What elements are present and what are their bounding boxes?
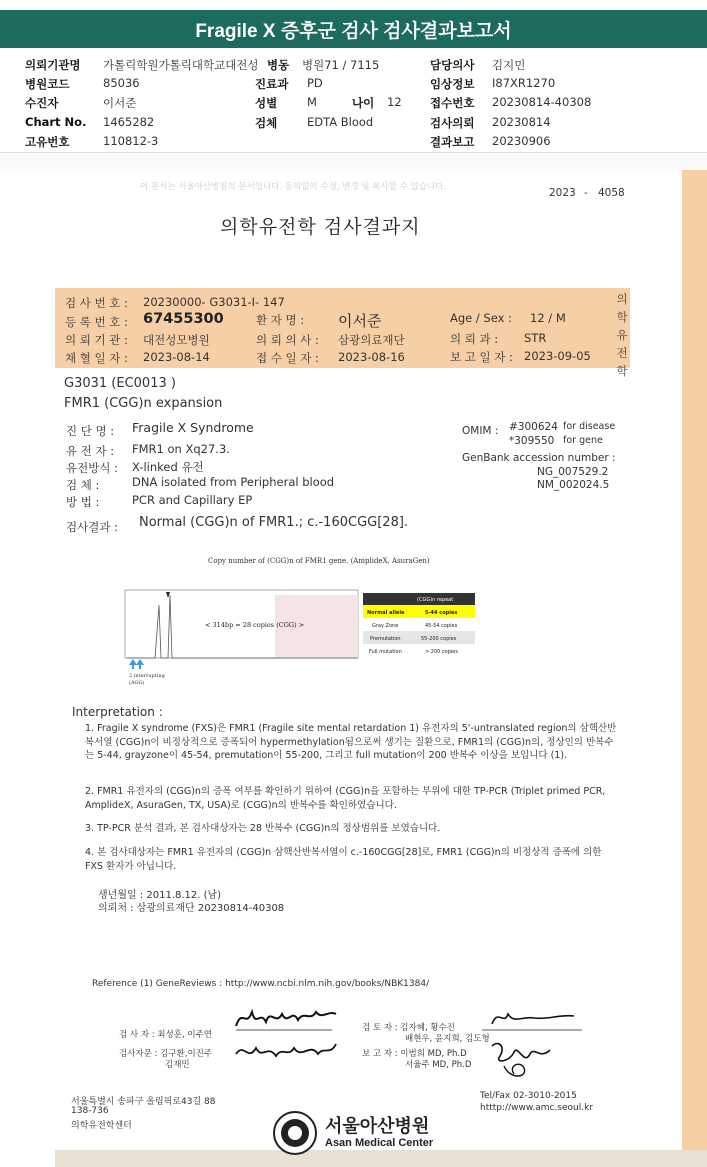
sex-label: 성별 (255, 96, 278, 110)
specimen-detail-label: 검 체 : (66, 478, 100, 492)
result-report-value: 20230906 (492, 134, 551, 148)
doc-dash: - (584, 187, 588, 199)
electropherogram (115, 555, 475, 695)
collect-date-label: 채 혈 일 자 : (65, 351, 128, 365)
age-sex: 12 / M (530, 311, 566, 325)
reception-label: 접수번호 (430, 96, 475, 110)
interpretation-title: Interpretation : (72, 705, 163, 719)
age-sex-label: Age / Sex : (450, 311, 512, 325)
exam-no-label: 검 사 번 호 : (65, 296, 128, 310)
section-divider (0, 152, 707, 169)
chart-size-label: < 314bp = 28 copies (CGG) > (205, 621, 305, 629)
omim-disease-note: for disease (563, 421, 616, 432)
report-date-label: 보 고 일 자 : (450, 350, 513, 364)
examiner: 검 사 자 : 최성훈, 이주연 (119, 1030, 212, 1040)
doc-number: 4058 (598, 187, 625, 199)
doctor-label: 담당의사 (430, 58, 475, 72)
omim-gene-note: for gene (563, 435, 603, 446)
gene: FMR1 on Xq27.3. (132, 442, 230, 456)
exam-advisor: 검사자문 : 김구환,이진주 (119, 1049, 213, 1059)
interp-item-4: 4. 본 검사대상자는 FMR1 유전자의 (CGG)n 삼핵산반복서열이 c.-160CGG[28]로, FMR1 (CGG)n의 비정상적 증폭에 의한 FXS 환자가 아닙니다. (85, 847, 602, 872)
reporter: 보 고 자 : 이범희 MD, Ph.D (362, 1049, 467, 1059)
interp-item-1: 1. Fragile X syndrome (FXS)은 FMR1 (Fragile site mental retardation 1) 유전자의 5'-untranslated region의 삼핵산반복서열 (CGG)n이 비정상적으로 증폭되어 hypermethylation됨으로써 생기는 질환으로, FMR1의 (CGG)n의, 정상인의 반복수는 5-44, grayzone이 45-54, premutation이 55-200, 그리고 full mutation이 200 반복수 이상을 보입니다 (1). (85, 723, 617, 761)
report-date: 2023-09-05 (524, 349, 591, 363)
department-value: PD (307, 76, 323, 90)
chart-no-value: 1465282 (103, 115, 155, 129)
clinical-info-label: 임상정보 (430, 77, 475, 91)
report-header-info (0, 52, 707, 150)
interrupt-label-2: (AGG) (129, 680, 145, 686)
genbank-nm: NM_002024.5 (537, 479, 610, 491)
inheritance-label: 유전방식 : (66, 461, 118, 475)
address-line-2: 138-736 (71, 1106, 109, 1116)
agg-arrow-2 (136, 659, 144, 665)
tel-fax: Tel/Fax 02-3010-2015 (480, 1091, 577, 1101)
table-row-value: 45-54 copies (425, 623, 458, 629)
req-inst: 대전성모병원 (143, 333, 210, 347)
omim-label: OMIM : (462, 425, 499, 437)
receive-date-label: 접 수 일 자 : (256, 351, 319, 365)
hospital-label: 의뢰기관명 (25, 58, 81, 72)
hospital-code-value: 85036 (103, 76, 140, 90)
doc-year: 2023 (549, 187, 576, 199)
collect-date: 2023-08-14 (143, 350, 210, 364)
age-label: 나이 (352, 96, 375, 110)
patient-label: 수진자 (25, 96, 59, 110)
document-edge-right (682, 170, 707, 1167)
reporter-2: 서율주 MD, Ph.D (405, 1060, 472, 1070)
specimen-label: 검체 (255, 116, 278, 130)
address-line-1: 서울특별시 송파구 올림픽로43길 88 (71, 1097, 216, 1107)
req-dept: STR (524, 331, 547, 345)
inheritance: X-linked 유전 (132, 460, 204, 474)
request-value: 20230814 (492, 115, 551, 129)
reviewer: 검 토 자 : 김자혜, 황수진 (362, 1023, 455, 1033)
genbank-label: GenBank accession number : (462, 452, 616, 464)
method: PCR and Capillary EP (132, 493, 253, 507)
method-label: 방 법 : (66, 495, 100, 509)
specimen-value: EDTA Blood (307, 115, 374, 129)
department-label: 진료과 (255, 77, 289, 91)
test-code: G3031 (EC0013 ) (64, 376, 176, 391)
patient-name-label: 환 자 명 : (256, 313, 305, 327)
asan-foundation-seal-icon (272, 1110, 318, 1156)
sex-value: M (307, 95, 317, 109)
clinical-info-value: I87XR1270 (492, 76, 556, 90)
interp-item-2: 2. FMR1 유전자의 (CGG)n의 증폭 여부를 확인하기 위하여 (CGG)n을 포함하는 부위에 대한 TP-PCR (Triplet primed PCR, AmplideX, AsuraGen, TX, USA)로 (CGG)n의 반복수를 확인하였습니다. (85, 786, 606, 811)
examiner-signature (232, 1000, 342, 1034)
birth-date: 생년월일 : 2011.8.12. (남) (98, 890, 222, 901)
document-edge-bottom (55, 1150, 707, 1167)
request-label: 검사의뢰 (430, 116, 475, 130)
result-text: Normal (CGG)n of FMR1.; c.-160CGG[28]. (139, 515, 409, 530)
ward-value: 병원71 / 7115 (302, 58, 380, 72)
reporter-signature (484, 1036, 564, 1084)
diagnosis-label: 진 단 명 : (66, 424, 115, 438)
ward-label: 병동 (267, 58, 290, 72)
exam-advisor-2: 김재민 (165, 1060, 190, 1070)
diagnosis: Fragile X Syndrome (132, 420, 254, 435)
reference: Reference (1) GeneReviews : http://www.ncbi.nlm.nih.gov/books/NBK1384/ (92, 979, 430, 989)
table-row-name: Normal allele (367, 610, 405, 616)
table-row-name: Full mutation (369, 649, 402, 655)
unique-no-value: 110812-3 (103, 134, 159, 148)
reviewer-2: 배현우, 윤지희, 김도형 (405, 1034, 490, 1044)
table-row-value: 55-200 copies (421, 636, 457, 642)
hospital-logo-english: Asan Medical Center (325, 1137, 434, 1149)
hospital-logo-korean: 서울아산병원 (325, 1116, 430, 1137)
patient-value: 이서준 (103, 96, 137, 110)
receive-date: 2023-08-16 (338, 350, 405, 364)
reviewer-signature (478, 1004, 586, 1032)
test-name: FMR1 (CGG)n expansion (64, 396, 223, 411)
table-row-value: 5-44 copies (425, 610, 458, 616)
address-line-3: 의학유전학센터 (71, 1121, 132, 1131)
watermark-text: 이 문서는 서울아산병원의 문서입니다. 동의없이 수정, 변경 및 복사할 수 없습니다. (140, 182, 447, 192)
omim-disease: #300624 (509, 421, 558, 433)
table-row-value: > 200 copies (425, 649, 458, 655)
vertical-dept-label: 의학유전학 (616, 292, 628, 378)
reg-no-label: 등 록 번 호 : (65, 315, 128, 329)
unique-no-label: 고유번호 (25, 135, 70, 149)
interp-item-3: 3. TP-PCR 분석 결과, 본 검사대상자는 28 반복수 (CGG)n의 정상범위를 보였습니다. (85, 823, 441, 834)
hospital-value: 가톨릭학원가톨릭대학교대전성 (103, 58, 259, 72)
omim-gene: *309550 (509, 435, 555, 447)
req-doc-label: 의 뢰 의 사 : (256, 333, 319, 347)
specimen-detail: DNA isolated from Peripheral blood (132, 475, 335, 489)
document-title: 의학유전학 검사결과지 (220, 216, 421, 238)
result-label: 검사결과 : (66, 520, 118, 534)
chart-no-label: Chart No. (25, 115, 87, 129)
result-report-label: 결과보고 (430, 135, 475, 149)
exam-no: 20230000- G3031-I- 147 (143, 295, 285, 309)
advisor-signature (232, 1036, 342, 1066)
genbank-ng: NG_007529.2 (537, 466, 609, 478)
table-row-name: Premutation (370, 636, 401, 642)
req-doc: 삼광의료재단 (338, 333, 405, 347)
req-dept-label: 의 뢰 과 : (450, 332, 499, 346)
doctor-value: 김지민 (492, 58, 526, 72)
table-row-name: Gray Zone (372, 623, 399, 629)
requester: 의뢰처 : 삼광의료재단 20230814-40308 (98, 903, 285, 914)
interrupt-label-1: 2 interrupting (129, 673, 165, 679)
agg-arrow-1 (129, 659, 137, 665)
age-value: 12 (387, 95, 402, 109)
hospital-code-label: 병원코드 (25, 77, 70, 91)
patient-name: 이서준 (338, 312, 382, 330)
req-inst-label: 의 뢰 기 관 : (65, 333, 128, 347)
report-title: Fragile X 증후군 검사 검사결과보고서 (0, 10, 707, 48)
reg-no: 67455300 (143, 311, 224, 327)
table-header: (CGG)n repeat (417, 597, 454, 603)
website: htttp://www.amc.seoul.kr (480, 1103, 594, 1113)
chart-caption: Copy number of (CGG)n of FMR1 gene. (AmplideX, AsuraGen) (208, 557, 430, 565)
gene-label: 유 전 자 : (66, 444, 115, 458)
reception-value: 20230814-40308 (492, 95, 592, 109)
